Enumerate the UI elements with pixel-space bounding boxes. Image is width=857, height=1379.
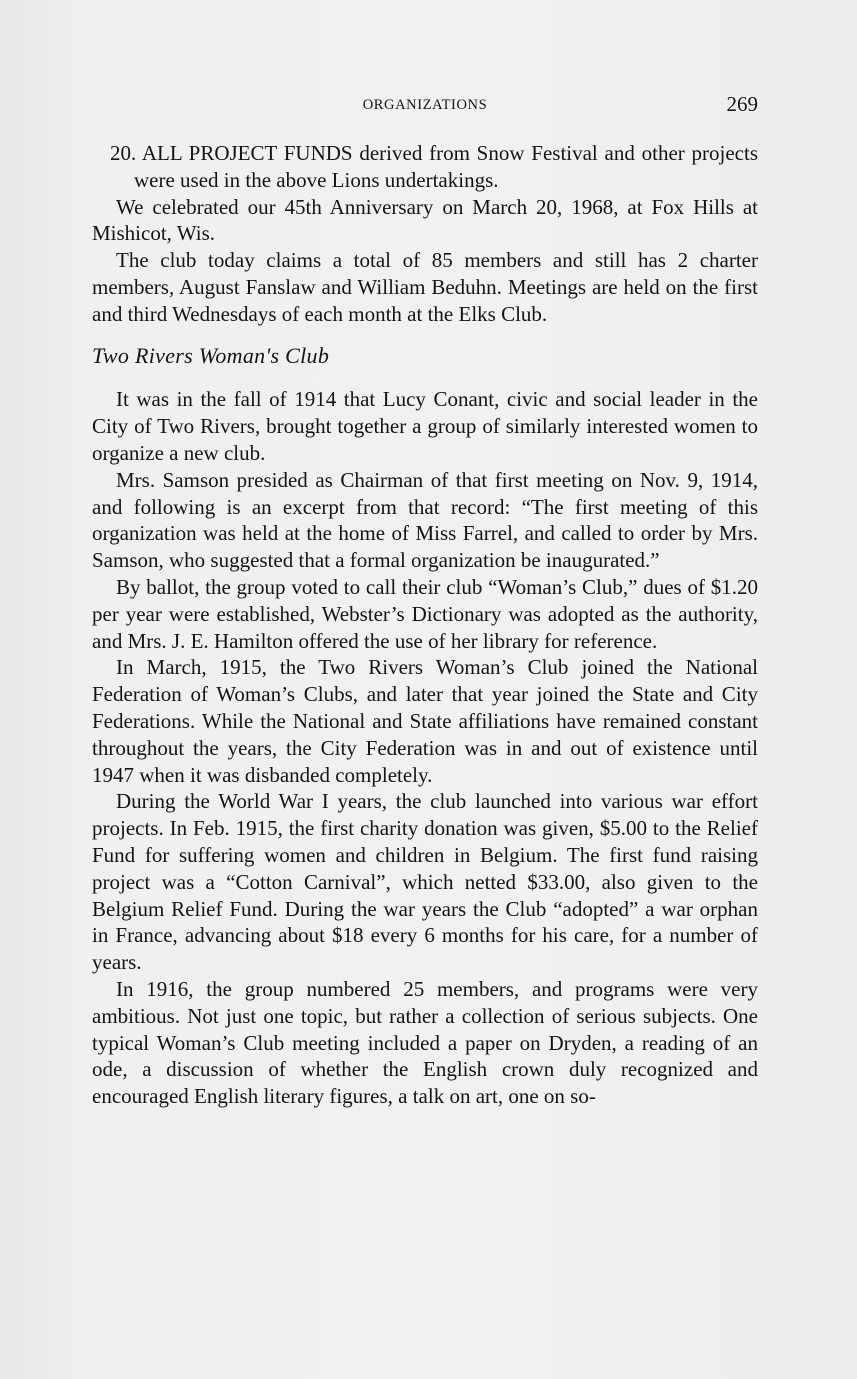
paragraph-members: The club today claims a total of 85 members and still has 2 charter members, August Fanslaw and William Beduhn. Meetings are held on the first and third Wednesdays of each month at the Elks Club. [92,248,758,326]
body-text [92,140,758,1110]
page-number: 269 [726,92,758,116]
section-heading: Two Rivers Woman's Club [92,342,330,368]
paragraph-ballot: By ballot, the group voted to call their club “Woman’s Club,” dues of $1.20 per year were established, Webster’s Dictionary was adopted as the authority, and Mrs. J. E. Hamilton offered the use of her library for reference. [92,574,758,653]
paragraph-1916: In 1916, the group numbered 25 members, and programs were very ambitious. Not just one topic, but rather a collection of serious subjects. One typical Woman’s Club meeting included a paper on Dryden, a reading of an ode, a discussion of whether the English crown duly recognized and encouraged English literary figures, a talk on art, one on so- [92,976,758,1109]
section-title: ORGANIZATIONS [362,97,488,113]
paragraph-founding: It was in the fall of 1914 that Lucy Conant, civic and social leader in the City of Two Rivers, brought together a group of similarly interested women to organize a new club. [92,387,758,465]
paragraph-first-meeting: Mrs. Samson presided as Chairman of that first meeting on Nov. 9, 1914, and following is an excerpt from that record: “The first meeting of this organization was held at the home of Miss Farrel, and called to order by Mrs. Samson, who suggested that a formal organization be inaugurated.” [92,467,758,573]
paragraph-federation: In March, 1915, the Two Rivers Woman’s Club joined the National Federation of Woman’s Clubs, and later that year joined the State and City Federations. While the National and State affiliations have remained constant throughout the years, the City Federation was in and out of existence until 1947 when it was disbanded completely. [92,655,758,787]
paragraph-war-years: During the World War I years, the club launched into various war effort projects. In Feb. 1915, the first charity donation was given, $5.00 to the Relief Fund for suffering women and children in Belgium. The first fund raising project was a “Cotton Carnival”, which netted $33.00, also given to the Belgium Relief Fund. During the war years the Club “adopted” a war orphan in France, advancing about $18 every 6 months for his care, for a number of years. [92,789,758,975]
paragraph-anniversary: We celebrated our 45th Anniversary on March 20, 1968, at Fox Hills at Mishicot, Wis. [92,194,758,246]
list-item-20: 20. ALL PROJECT FUNDS derived from Snow Festival and other projects were used in the above Lions undertakings. [110,141,758,192]
running-header [92,92,758,118]
